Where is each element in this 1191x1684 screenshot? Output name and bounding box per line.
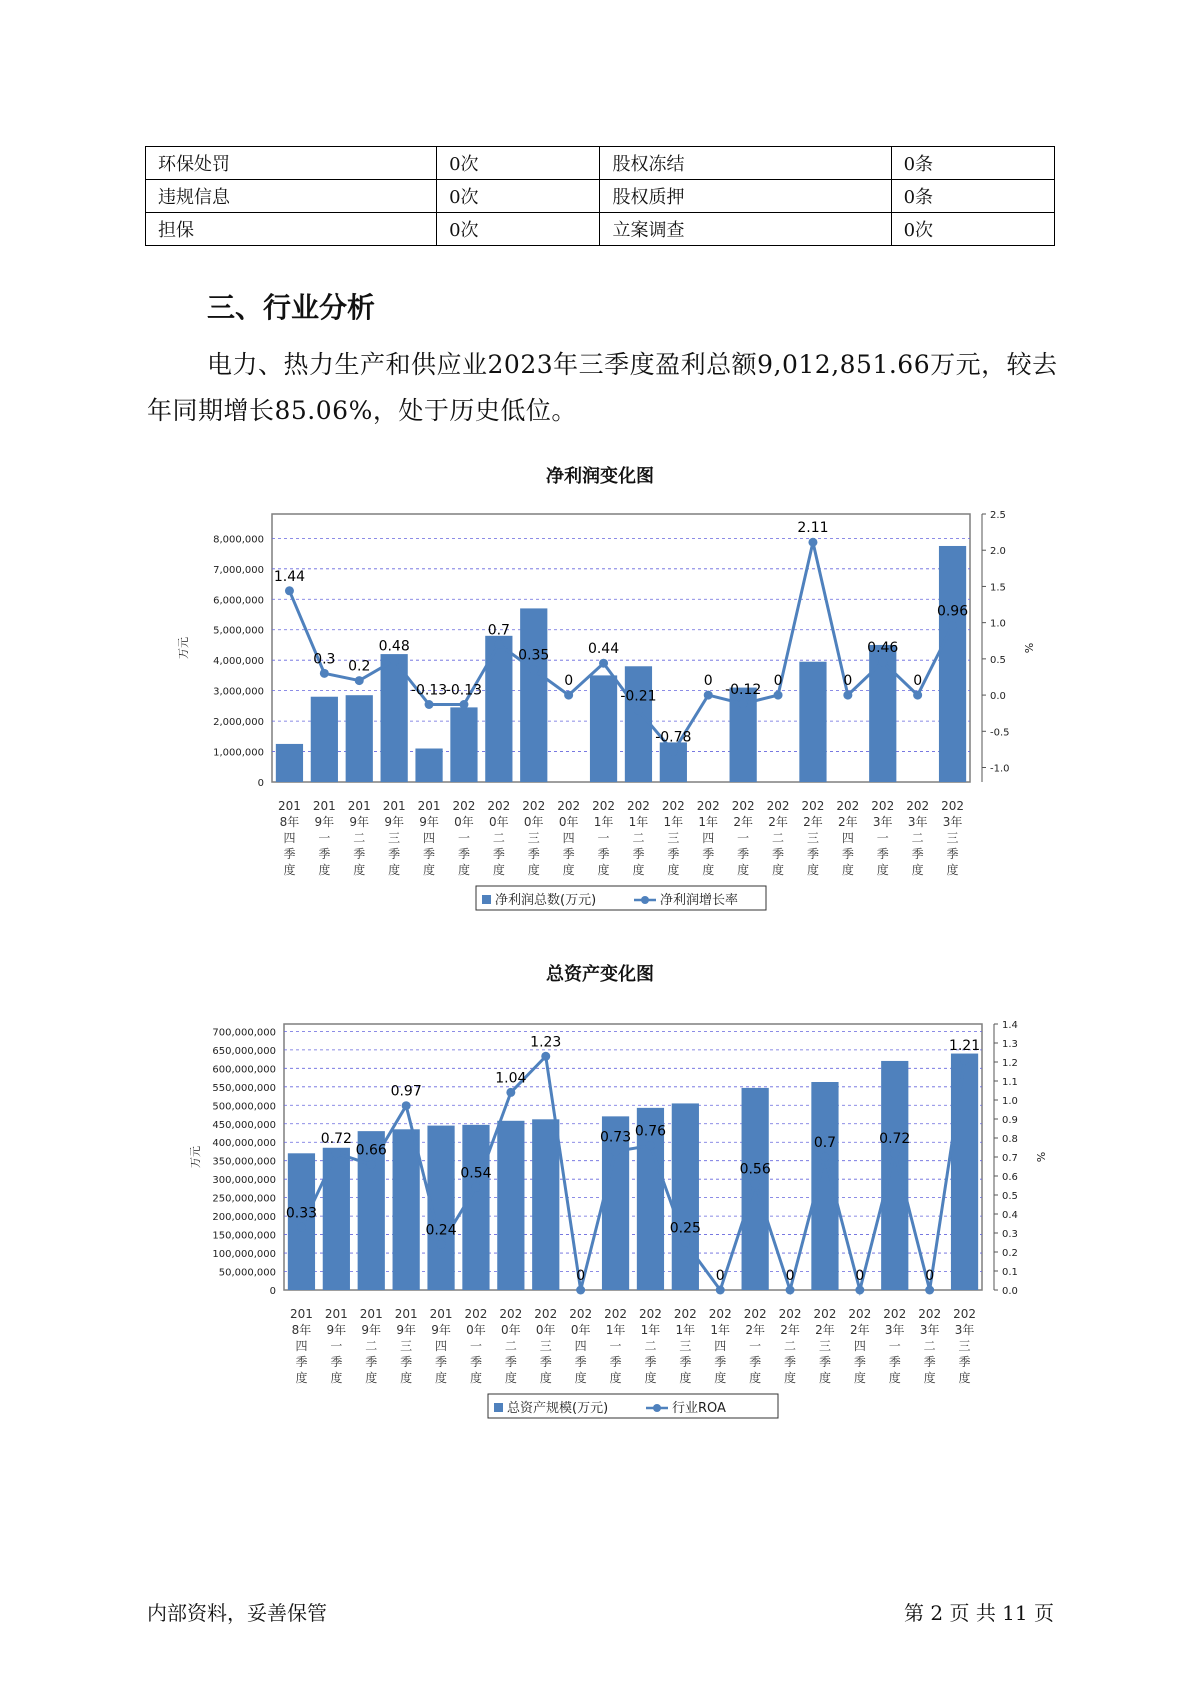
legend-line-label: 净利润增长率 <box>660 893 739 908</box>
line-point <box>786 1286 795 1295</box>
line-point <box>367 1160 376 1169</box>
x-tick-label: 202 1年二季度 <box>626 799 650 877</box>
data-label: 1.44 <box>273 568 306 585</box>
bar <box>276 744 303 782</box>
legend-bar-swatch <box>494 1403 503 1412</box>
data-label: 1.04 <box>495 1070 527 1087</box>
y2-tick-label: 2.5 <box>990 510 1006 521</box>
y2-tick-label: 0.6 <box>1002 1172 1018 1183</box>
bar <box>951 1054 978 1290</box>
table-label-cell: 违规信息 <box>146 180 437 213</box>
bar <box>625 666 652 782</box>
info-table <box>145 146 1055 246</box>
chart-title-total-assets: 总资产变化图 <box>546 964 654 985</box>
y-tick-label: 500,000,000 <box>212 1101 276 1113</box>
table-label-cell: 股权冻结 <box>600 147 891 180</box>
legend-bar-label: 总资产规模(万元) <box>507 1401 609 1416</box>
y-axis-label: 万元 <box>177 637 190 659</box>
section-title: 三、行业分析 <box>207 291 376 324</box>
bar <box>811 1082 838 1290</box>
table-value-cell: 0次 <box>891 213 1054 246</box>
bar <box>799 662 826 782</box>
x-tick-label: 202 3年一季度 <box>871 799 895 877</box>
bar <box>323 1148 350 1290</box>
line-point <box>739 699 748 708</box>
x-tick-label: 202 1年一季度 <box>592 799 616 877</box>
data-label: 0.56 <box>739 1161 771 1178</box>
x-tick-label: 202 1年三季度 <box>673 1307 697 1385</box>
y2-tick-label: 0.4 <box>1002 1210 1018 1221</box>
y2-tick-label: 2.0 <box>990 546 1006 558</box>
y-tick-label: 6,000,000 <box>213 595 264 607</box>
data-label: 0.48 <box>378 638 410 655</box>
y-tick-label: 350,000,000 <box>212 1156 276 1168</box>
x-tick-label: 201 9年四季度 <box>429 1307 453 1385</box>
data-label: 0 <box>564 673 574 690</box>
x-tick-label: 202 3年一季度 <box>883 1307 907 1385</box>
x-tick-label: 202 3年二季度 <box>918 1307 942 1385</box>
data-label: 0.7 <box>487 622 510 639</box>
line-point <box>529 665 538 674</box>
data-label: -0.13 <box>410 682 448 699</box>
line-point <box>599 659 608 668</box>
y2-tick-label: -0.5 <box>990 727 1010 739</box>
data-label: 0.66 <box>355 1142 387 1159</box>
y-tick-label: 450,000,000 <box>212 1119 276 1131</box>
x-tick-label: 202 1年四季度 <box>708 1307 732 1385</box>
line-point <box>716 1286 725 1295</box>
y2-tick-label: 1.2 <box>1002 1058 1018 1069</box>
y2-tick-label: 0.9 <box>1002 1115 1018 1126</box>
data-label: 0 <box>773 673 783 690</box>
y2-tick-label: 0.0 <box>1002 1286 1018 1297</box>
x-tick-label: 202 1年四季度 <box>696 799 720 877</box>
line-point <box>855 1286 864 1295</box>
x-tick-label: 202 2年一季度 <box>731 799 755 877</box>
bar <box>739 1088 771 1290</box>
data-label: 0.35 <box>518 647 550 664</box>
data-label: 0.3 <box>313 651 336 668</box>
x-tick-label: 202 3年二季度 <box>906 799 930 877</box>
x-tick-label: 202 3年三季度 <box>953 1307 977 1385</box>
line-point <box>390 656 399 665</box>
industry-analysis-paragraph: 电力、热力生产和供应业2023年三季度盈利总额9,012,851.66万元，较去年同期增长85.06%，处于历史低位。 <box>147 350 1058 425</box>
y-tick-label: 200,000,000 <box>212 1212 276 1224</box>
y2-tick-label: 1.4 <box>1002 1020 1018 1031</box>
data-label: 0 <box>576 1268 586 1284</box>
legend-bar-swatch <box>482 895 491 904</box>
line-point <box>285 586 294 595</box>
bar <box>518 608 550 782</box>
y2-tick-label: 1.3 <box>1002 1039 1018 1050</box>
data-label: 0.2 <box>348 658 371 675</box>
line-point <box>843 691 852 700</box>
y-tick-label: 250,000,000 <box>212 1193 276 1205</box>
y2-axis-label: % <box>1034 1151 1047 1163</box>
y-tick-label: 3,000,000 <box>213 686 264 698</box>
line-point <box>425 700 434 709</box>
bar <box>936 546 969 782</box>
table-label-cell: 环保处罚 <box>146 147 437 180</box>
data-label: 0.97 <box>390 1083 422 1100</box>
y2-tick-label: 0.5 <box>1002 1191 1018 1202</box>
line-point <box>320 669 329 678</box>
data-label: 0 <box>855 1268 865 1284</box>
y2-tick-label: 0.3 <box>1002 1229 1018 1240</box>
x-tick-label: 202 0年四季度 <box>569 1307 593 1385</box>
data-label: 0.72 <box>879 1131 911 1148</box>
x-tick-label: 202 0年四季度 <box>557 799 581 877</box>
x-tick-label: 202 2年四季度 <box>836 799 860 877</box>
line-point <box>890 1149 899 1158</box>
line-point <box>459 700 468 709</box>
y-tick-label: 100,000,000 <box>212 1249 276 1261</box>
line-point <box>704 691 713 700</box>
plot-frame <box>284 1024 982 1290</box>
line-point <box>471 1183 480 1192</box>
table-value-cell: 0条 <box>891 180 1054 213</box>
y2-tick-label: 1.0 <box>1002 1096 1018 1107</box>
data-label: 0.33 <box>285 1205 318 1222</box>
line-point <box>355 676 364 685</box>
data-label: 1.21 <box>948 1038 981 1055</box>
y-axis-label: 万元 <box>189 1146 202 1168</box>
table-value-cell: 0次 <box>437 180 600 213</box>
y-tick-label: 650,000,000 <box>212 1045 276 1057</box>
line-point <box>878 657 887 666</box>
table-row <box>146 213 1055 246</box>
bar <box>285 1153 318 1290</box>
y-tick-label: 400,000,000 <box>212 1138 276 1150</box>
x-tick-label: 202 2年一季度 <box>743 1307 767 1385</box>
x-tick-label: 201 9年二季度 <box>347 799 371 877</box>
data-label: 0.46 <box>867 639 899 656</box>
y2-tick-label: 0.0 <box>990 691 1006 703</box>
bar <box>393 1129 420 1290</box>
footer-confidential: 内部资料，妥善保管 <box>147 1601 327 1625</box>
table-value-cell: 0次 <box>437 213 600 246</box>
data-label: 0.76 <box>634 1123 667 1140</box>
y2-tick-label: 0.7 <box>1002 1153 1018 1164</box>
x-tick-label: 202 2年三季度 <box>801 799 825 877</box>
net-profit-chart <box>0 490 1191 960</box>
y-tick-label: 700,000,000 <box>212 1027 276 1039</box>
line-point <box>402 1101 411 1110</box>
line-point <box>820 1153 829 1162</box>
table-label-cell: 股权质押 <box>600 180 891 213</box>
data-label: 0 <box>703 673 713 690</box>
bar <box>450 707 477 782</box>
table-row <box>146 180 1055 213</box>
bar <box>879 1061 911 1290</box>
y2-tick-label: 0.2 <box>1002 1248 1018 1259</box>
plot-frame <box>272 514 970 782</box>
line-point <box>494 640 503 649</box>
data-label: 0 <box>913 673 923 690</box>
line-point <box>541 1052 550 1061</box>
line-point <box>634 706 643 715</box>
legend-line-marker <box>653 1404 661 1412</box>
y-tick-label: 300,000,000 <box>212 1175 276 1187</box>
table-label-cell: 立案调查 <box>600 213 891 246</box>
data-label: -0.12 <box>725 681 762 698</box>
chart-title-net-profit: 净利润变化图 <box>546 466 654 487</box>
line-point <box>611 1147 620 1156</box>
data-label: 0 <box>925 1268 935 1284</box>
bar <box>669 1103 701 1290</box>
line-point <box>297 1223 306 1232</box>
data-label: 2.11 <box>797 520 829 537</box>
y-tick-label: 50,000,000 <box>218 1267 276 1279</box>
line-point <box>774 691 783 700</box>
line-point <box>913 691 922 700</box>
y-tick-label: 150,000,000 <box>212 1230 276 1242</box>
bar <box>590 675 617 782</box>
x-tick-label: 202 2年二季度 <box>778 1307 802 1385</box>
data-label: 0 <box>785 1268 795 1284</box>
table-value-cell: 0次 <box>437 147 600 180</box>
x-tick-label: 201 9年四季度 <box>417 799 441 877</box>
data-label: 0 <box>843 673 853 690</box>
y2-tick-label: 1.0 <box>990 618 1006 630</box>
total-assets-chart <box>0 990 1191 1420</box>
data-label: 1.23 <box>530 1034 562 1051</box>
y-tick-label: 600,000,000 <box>212 1064 276 1076</box>
x-tick-label: 202 2年四季度 <box>848 1307 872 1385</box>
x-tick-label: 202 1年二季度 <box>638 1307 662 1385</box>
x-tick-label: 202 1年三季度 <box>661 799 685 877</box>
line-point <box>437 1240 446 1249</box>
x-tick-label: 202 3年三季度 <box>941 799 965 877</box>
table-row <box>146 147 1055 180</box>
y-tick-label: 0 <box>269 1286 276 1297</box>
line-point <box>646 1141 655 1150</box>
y-tick-label: 8,000,000 <box>213 534 264 546</box>
data-label: -0.13 <box>445 682 483 699</box>
y2-tick-label: 0.8 <box>1002 1134 1018 1145</box>
data-label: 0 <box>715 1268 725 1284</box>
table-label-cell: 担保 <box>146 213 437 246</box>
x-tick-label: 202 0年二季度 <box>487 799 511 877</box>
data-label: 0.54 <box>460 1165 492 1182</box>
y-tick-label: 2,000,000 <box>213 717 264 729</box>
x-tick-label: 202 2年二季度 <box>766 799 790 877</box>
data-label: 0.25 <box>669 1220 701 1237</box>
bar <box>346 695 373 782</box>
x-tick-label: 201 8年四季度 <box>289 1307 313 1385</box>
line-point <box>925 1286 934 1295</box>
data-label: 0.73 <box>599 1129 632 1146</box>
x-tick-label: 201 9年三季度 <box>394 1307 418 1385</box>
line-point <box>564 691 573 700</box>
y2-tick-label: 0.5 <box>990 654 1006 666</box>
x-tick-label: 202 0年一季度 <box>464 1307 488 1385</box>
legend-bar-label: 净利润总数(万元) <box>495 893 597 908</box>
y-tick-label: 5,000,000 <box>213 625 264 637</box>
y2-axis-label: % <box>1022 642 1035 654</box>
y-tick-label: 0 <box>257 778 264 789</box>
x-tick-label: 201 9年二季度 <box>359 1307 383 1385</box>
bar <box>311 697 338 782</box>
line-point <box>506 1088 515 1097</box>
bar <box>532 1119 559 1290</box>
line-point <box>751 1179 760 1188</box>
bar <box>415 749 442 783</box>
data-label: -0.21 <box>620 688 657 705</box>
bar <box>460 1125 492 1290</box>
x-tick-label: 201 9年一季度 <box>312 799 336 877</box>
data-label: 0.44 <box>587 641 620 658</box>
x-tick-label: 202 0年二季度 <box>499 1307 523 1385</box>
x-tick-label: 202 0年三季度 <box>534 1307 558 1385</box>
line-point <box>808 538 817 547</box>
line-point <box>960 1056 969 1065</box>
data-label: 0.96 <box>936 603 969 620</box>
x-tick-label: 201 9年一季度 <box>324 1307 348 1385</box>
legend-line-label: 行业ROA <box>672 1401 726 1416</box>
y-tick-label: 1,000,000 <box>213 747 264 759</box>
footer-page-number: 第 2 页 共 11 页 <box>904 1601 1054 1625</box>
y-tick-label: 4,000,000 <box>213 656 264 668</box>
data-label: -0.78 <box>655 729 692 746</box>
y2-tick-label: 0.1 <box>1002 1267 1018 1278</box>
x-tick-label: 201 8年四季度 <box>277 799 301 877</box>
x-tick-label: 202 1年一季度 <box>604 1307 628 1385</box>
line-point <box>948 621 957 630</box>
bar <box>497 1121 524 1290</box>
x-tick-label: 202 0年三季度 <box>522 799 546 877</box>
y-tick-label: 7,000,000 <box>213 564 264 576</box>
y2-tick-label: -1.0 <box>990 763 1010 775</box>
data-label: 0.24 <box>425 1222 457 1239</box>
x-tick-label: 202 2年三季度 <box>813 1307 837 1385</box>
line-point <box>332 1149 341 1158</box>
data-label: 0.7 <box>813 1135 837 1151</box>
legend-line-marker <box>641 896 649 904</box>
table-value-cell: 0条 <box>891 147 1054 180</box>
x-tick-label: 202 0年一季度 <box>452 799 476 877</box>
bar <box>485 636 512 782</box>
line-point <box>681 1238 690 1247</box>
y2-tick-label: 1.1 <box>1002 1077 1018 1088</box>
data-label: 0.72 <box>320 1131 352 1148</box>
y-tick-label: 550,000,000 <box>212 1082 276 1094</box>
y2-tick-label: 1.5 <box>990 582 1006 594</box>
line-point <box>576 1286 585 1295</box>
line-point <box>669 747 678 756</box>
x-tick-label: 201 9年三季度 <box>382 799 406 877</box>
